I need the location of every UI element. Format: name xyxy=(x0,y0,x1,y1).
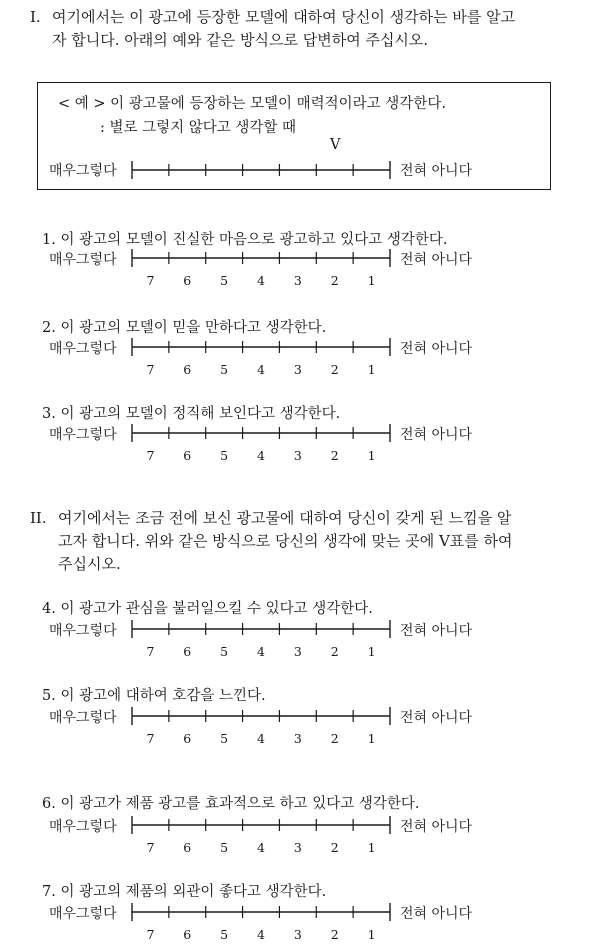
example-line2: : 별로 그렇지 않다고 생각할 때 xyxy=(100,120,297,136)
scale-number: 7 xyxy=(146,273,155,288)
scale-left-label: 매우그렇다 xyxy=(49,341,117,357)
scale-number: 5 xyxy=(220,927,229,942)
scale-right-label: 전혀 아니다 xyxy=(400,252,473,268)
question-3: 3. 이 광고의 모델이 정직해 보인다고 생각한다. xyxy=(42,406,341,422)
section2-instruction-line2: 고자 합니다. 위와 같은 방식으로 당신의 생각에 맞는 곳에 V표를 하여 xyxy=(58,532,513,550)
section1-instruction-line2: 자 합니다. 아래의 예와 같은 방식으로 답변하여 주십시오. xyxy=(52,31,429,49)
scale-number: 5 xyxy=(220,731,229,746)
scale-number: 4 xyxy=(257,273,265,288)
scale-right-label: 전혀 아니다 xyxy=(400,906,473,922)
scale-number: 4 xyxy=(257,362,265,377)
scale-number: 2 xyxy=(330,273,339,288)
scale-left-label: 매우그렇다 xyxy=(49,163,117,179)
scale-left-label: 매우그렇다 xyxy=(49,819,117,835)
scale-number: 2 xyxy=(330,731,339,746)
question-4: 4. 이 광고가 관심을 불러일으킬 수 있다고 생각한다. xyxy=(42,601,373,617)
scale-left-label: 매우그렇다 xyxy=(49,710,117,726)
scale-right-label: 전혀 아니다 xyxy=(400,163,473,179)
scale-number: 2 xyxy=(330,927,339,942)
scale-number: 6 xyxy=(183,362,192,377)
scale-left-label: 매우그렇다 xyxy=(49,906,117,922)
scale-number: 4 xyxy=(257,840,265,855)
rating-scale-q2[interactable] xyxy=(130,337,392,377)
scale-number: 3 xyxy=(293,927,302,942)
scale-number: 7 xyxy=(146,927,155,942)
rating-scale-q1[interactable] xyxy=(130,248,392,288)
scale-right-label: 전혀 아니다 xyxy=(400,819,473,835)
scale-right-label: 전혀 아니다 xyxy=(400,710,473,726)
scale-number: 3 xyxy=(293,273,302,288)
scale-number: 4 xyxy=(257,448,265,463)
scale-number: 4 xyxy=(257,731,265,746)
question-1: 1. 이 광고의 모델이 진실한 마음으로 광고하고 있다고 생각한다. xyxy=(42,232,448,248)
scale-number: 7 xyxy=(146,362,155,377)
scale-number: 1 xyxy=(367,731,376,746)
scale-number: 7 xyxy=(146,448,155,463)
rating-scale-q3[interactable] xyxy=(130,423,392,463)
scale-number: 2 xyxy=(330,644,339,659)
scale-number: 6 xyxy=(183,731,192,746)
scale-number: 1 xyxy=(367,362,376,377)
scale-right-label: 전혀 아니다 xyxy=(400,341,473,357)
scale-number: 7 xyxy=(146,644,155,659)
scale-number: 4 xyxy=(257,927,265,942)
scale-right-label: 전혀 아니다 xyxy=(400,427,473,443)
scale-left-label: 매우그렇다 xyxy=(49,252,117,268)
scale-number: 6 xyxy=(183,273,192,288)
rating-scale-q4[interactable] xyxy=(130,619,392,659)
scale-number: 3 xyxy=(293,840,302,855)
section2-marker: II. xyxy=(30,509,47,527)
rating-scale-example xyxy=(130,160,392,182)
question-6: 6. 이 광고가 제품 광고를 효과적으로 하고 있다고 생각한다. xyxy=(42,796,420,812)
scale-number: 6 xyxy=(183,927,192,942)
question-2: 2. 이 광고의 모델이 믿을 만하다고 생각한다. xyxy=(42,320,327,336)
scale-number: 1 xyxy=(367,927,376,942)
scale-number: 7 xyxy=(146,840,155,855)
scale-number: 6 xyxy=(183,448,192,463)
scale-number: 1 xyxy=(367,840,376,855)
scale-number: 5 xyxy=(220,273,229,288)
scale-number: 5 xyxy=(220,362,229,377)
rating-scale-q7[interactable] xyxy=(130,902,392,942)
scale-number: 6 xyxy=(183,644,192,659)
scale-number: 5 xyxy=(220,840,229,855)
scale-number: 5 xyxy=(220,448,229,463)
scale-number: 6 xyxy=(183,840,192,855)
scale-number: 1 xyxy=(367,448,376,463)
rating-scale-q6[interactable] xyxy=(130,815,392,855)
scale-number: 4 xyxy=(257,644,265,659)
rating-scale-q5[interactable] xyxy=(130,706,392,746)
scale-right-label: 전혀 아니다 xyxy=(400,623,473,639)
section2-instruction-line1: 여기에서는 조금 전에 보신 광고물에 대하여 당신이 갖게 된 느낌을 알 xyxy=(58,509,512,527)
scale-left-label: 매우그렇다 xyxy=(49,623,117,639)
example-check-mark: V xyxy=(330,137,341,153)
scale-number: 3 xyxy=(293,448,302,463)
scale-number: 7 xyxy=(146,731,155,746)
scale-number: 2 xyxy=(330,840,339,855)
section1-marker: I. xyxy=(30,8,41,26)
scale-number: 5 xyxy=(220,644,229,659)
section1-instruction-line1: 여기에서는 이 광고에 등장한 모델에 대하여 당신이 생각하는 바를 알고 xyxy=(52,8,516,26)
scale-left-label: 매우그렇다 xyxy=(49,427,117,443)
question-5: 5. 이 광고에 대하여 호감을 느낀다. xyxy=(42,688,266,704)
scale-number: 3 xyxy=(293,731,302,746)
scale-number: 1 xyxy=(367,644,376,659)
example-line1: < 예 > 이 광고물에 등장하는 모델이 매력적이라고 생각한다. xyxy=(58,96,446,112)
scale-number: 3 xyxy=(293,362,302,377)
scale-number: 3 xyxy=(293,644,302,659)
section2-instruction-line3: 주십시오. xyxy=(58,555,121,573)
scale-number: 2 xyxy=(330,448,339,463)
question-7: 7. 이 광고의 제품의 외관이 좋다고 생각한다. xyxy=(42,884,327,900)
scale-number: 1 xyxy=(367,273,376,288)
scale-number: 2 xyxy=(330,362,339,377)
